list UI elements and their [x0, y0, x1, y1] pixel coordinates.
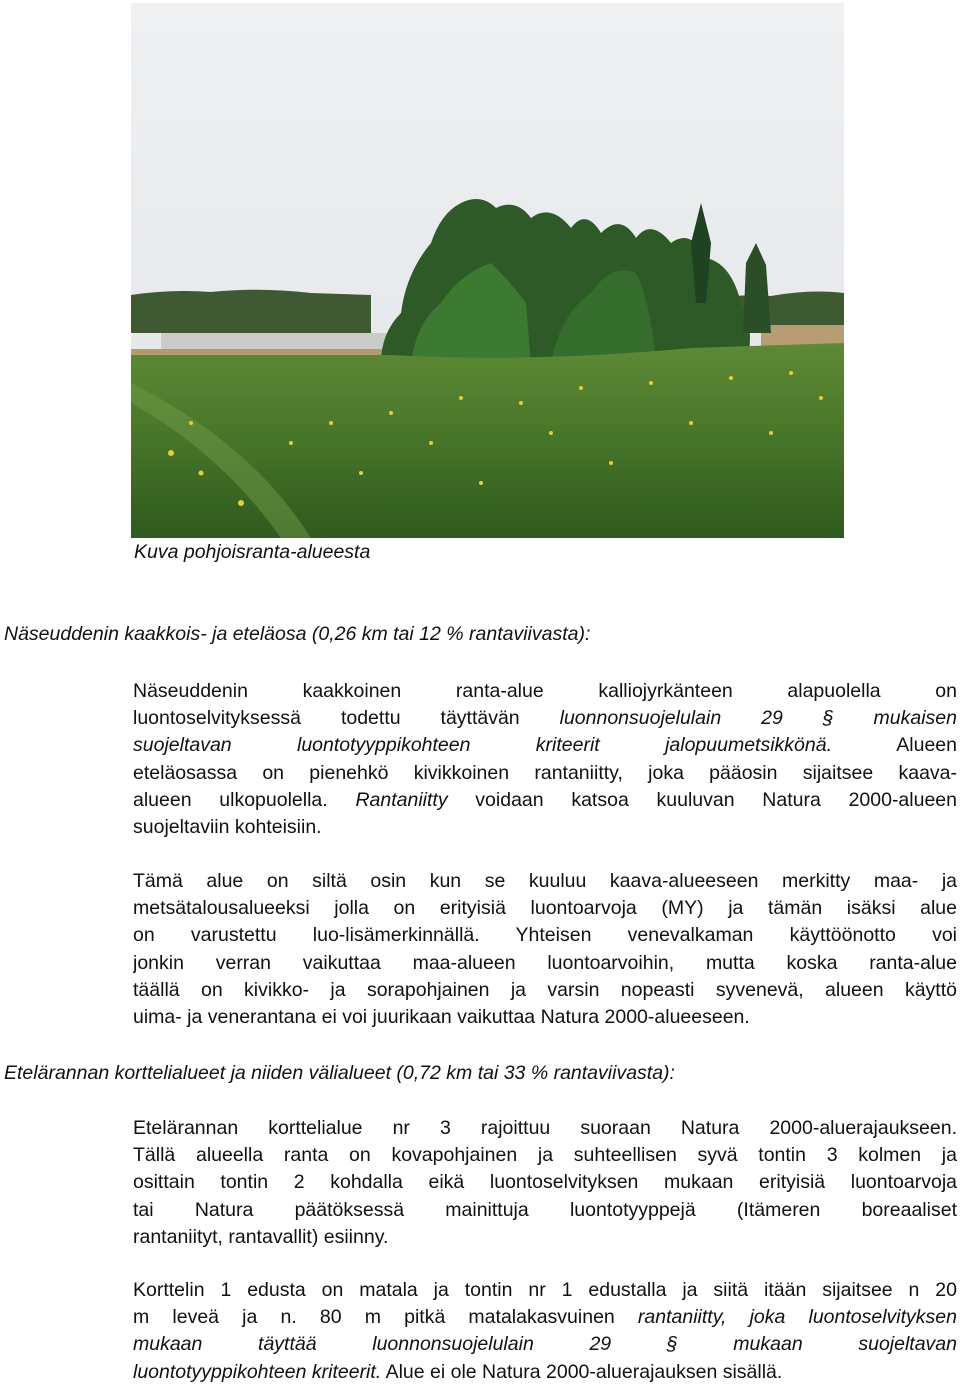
section-heading-southeast: Näseuddenin kaakkois- ja eteläosa (0,26 km tai 12 % rantaviivasta): — [4, 623, 591, 645]
text-line — [133, 977, 957, 1004]
text: voidaan katsoa kuuluvan Natura 2000-alueen — [447, 788, 957, 811]
text-line — [133, 814, 957, 841]
text-line — [133, 1197, 957, 1224]
paragraph-south-shore-2 — [133, 1277, 957, 1386]
text: Tämä alue on siltä osin kun se kuuluu kaava-alueeseen merkitty maa- ja — [133, 870, 957, 892]
text-line — [133, 1359, 957, 1386]
text: osittain tontin 2 kohdalla eikä luontoselvityksen mukaan erityisiä luontoarvoja — [133, 1171, 957, 1194]
text-line — [133, 895, 957, 922]
text-line — [133, 1224, 957, 1251]
paragraph-southeast-1 — [133, 678, 957, 841]
text: luontoselvityksessä todettu täyttävän — [133, 707, 560, 730]
text: Tällä alueella ranta on kovapohjainen ja suhteellisen syvä tontin 3 kolmen ja — [133, 1144, 957, 1167]
text-line — [133, 1277, 957, 1304]
text: Alueen — [832, 734, 957, 757]
paragraph-southeast-2 — [133, 868, 957, 1031]
text-line — [133, 787, 957, 814]
text-line — [133, 678, 957, 705]
text: Näseuddenin kaakkoinen ranta-alue kalliojyrkänteen alapuolella on — [133, 680, 957, 702]
text: Korttelin 1 edusta on matala ja tontin nr 1 edustalla ja siitä itään sijaitsee n 20 — [133, 1279, 957, 1301]
landscape-image — [131, 3, 844, 538]
text-line — [133, 760, 957, 787]
italic-text: mukaan täyttää luonnonsuojelulain 29 § mukaan suojeltavan — [133, 1333, 957, 1356]
text: uima- ja venerantana ei voi juurikaan vaikuttaa Natura 2000-alueeseen. — [133, 1005, 750, 1028]
text-line — [133, 732, 957, 759]
italic-text: Rantaniitty — [355, 788, 448, 811]
text: täällä on kivikko- ja sorapohjainen ja varsin nopeasti syvenevä, alueen käyttö — [133, 978, 957, 1001]
italic-text: rantaniitty, joka luontoselvityksen — [637, 1306, 957, 1329]
text-line — [133, 1169, 957, 1196]
text: metsätalousalueeksi jolla on erityisiä luontoarvoja (MY) ja tämän isäksi alue — [133, 897, 957, 920]
text: rantaniityt, rantavallit) esiinny. — [133, 1225, 389, 1248]
photo-caption: Kuva pohjoisranta-alueesta — [134, 541, 371, 563]
text: m leveä ja n. 80 m pitkä matalakasvuinen — [133, 1306, 638, 1329]
text: tai Natura päätöksessä mainittuja luontotyyppejä (Itämeren boreaaliset — [133, 1198, 957, 1221]
paragraph-south-shore-1 — [133, 1115, 957, 1251]
text: Alue ei ole Natura 2000-aluerajauksen sisällä. — [381, 1360, 783, 1383]
italic-text: luontotyyppikohteen kriteerit. — [133, 1360, 382, 1383]
text-line — [133, 705, 957, 732]
text-line — [133, 950, 957, 977]
text: alueen ulkopuolella. — [133, 788, 356, 811]
text-line — [133, 1142, 957, 1169]
text: on varustettu luo-lisämerkinnällä. Yhteisen venevalkaman käyttöönotto voi — [133, 924, 957, 947]
text-line — [133, 1331, 957, 1358]
text: Etelärannan korttelialue nr 3 rajoittuu suoraan Natura 2000-aluerajaukseen. — [133, 1117, 957, 1139]
section-heading-south-shore: Etelärannan korttelialueet ja niiden välialueet (0,72 km tai 33 % rantaviivasta): — [4, 1062, 675, 1084]
text-line — [133, 1004, 957, 1031]
text: eteläosassa on pienehkö kivikkoinen rantaniitty, joka pääosin sijaitsee kaava- — [133, 761, 957, 784]
text-line — [133, 868, 957, 895]
text: suojeltaviin kohteisiin. — [133, 815, 322, 838]
text-line — [133, 1304, 957, 1331]
text: jonkin verran vaikuttaa maa-alueen luontoarvoihin, mutta koska ranta-alue — [133, 951, 957, 974]
meadow-photo — [131, 3, 844, 538]
italic-text: suojeltavan luontotyyppikohteen kriteerit jalopuumetsikkönä. — [133, 734, 833, 757]
text-line — [133, 1115, 957, 1142]
italic-text: luonnonsuojelulain 29 § mukaisen — [559, 707, 957, 730]
text-line — [133, 922, 957, 949]
